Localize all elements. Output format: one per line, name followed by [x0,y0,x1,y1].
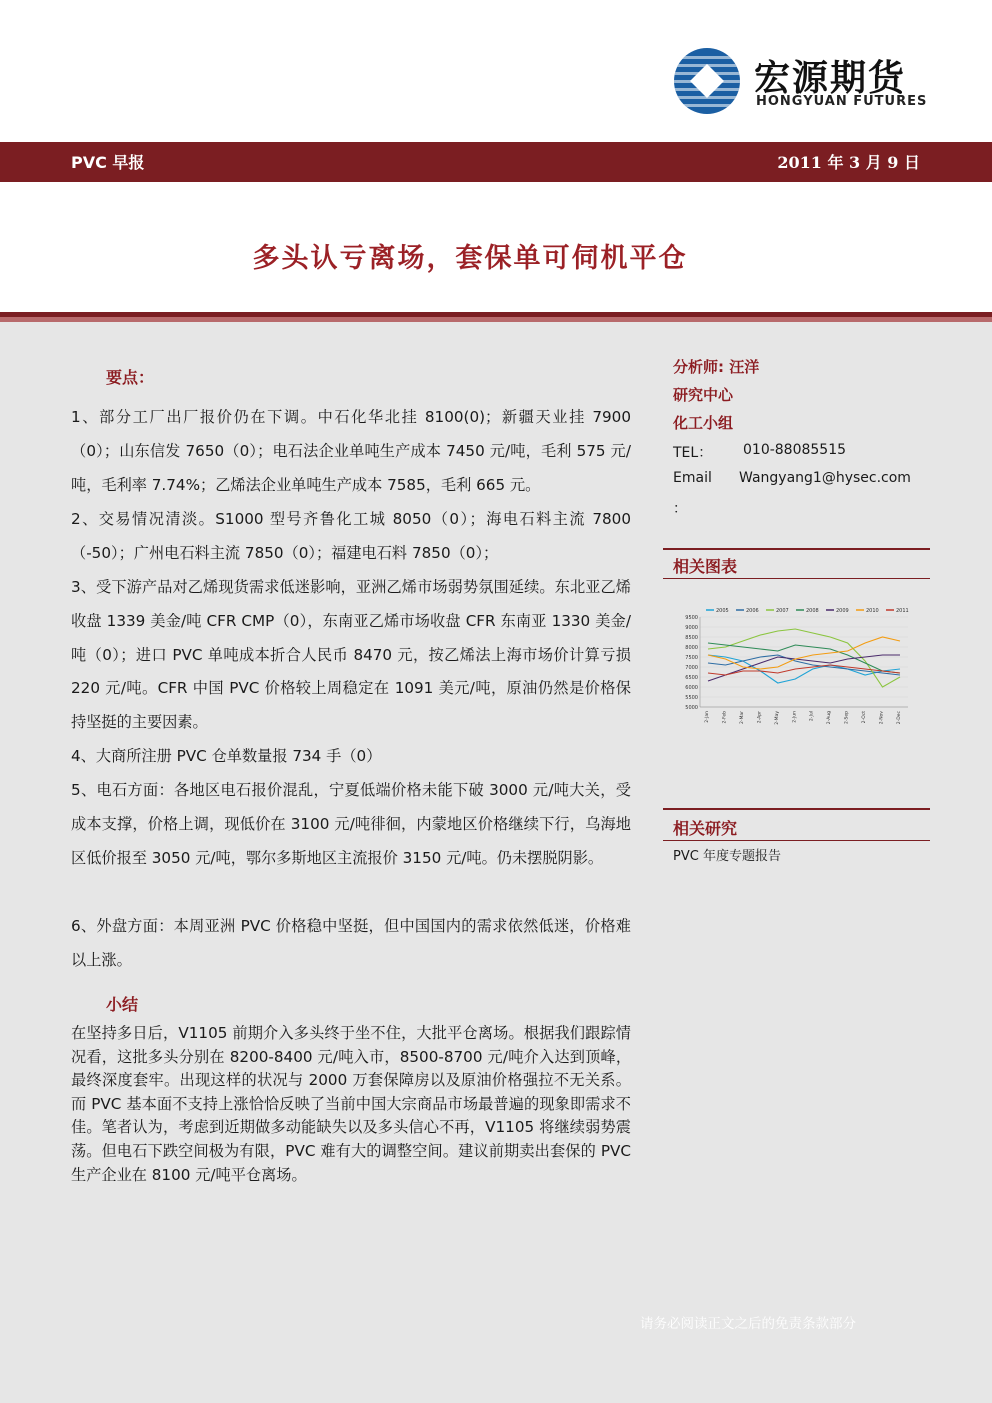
legend-label: 2009 [836,608,849,614]
series-line [708,655,900,683]
series-line [708,629,900,687]
key-point-2: 2、交易情况清淡。S1000 型号齐鲁化工城 8050（0）；海电石料主流 7800（-50）；广州电石料主流 7850（0）；福建电石料 7850（0）； [71,510,631,562]
related-research-item[interactable]: PVC 年度专题报告 [673,849,781,864]
header [0,0,992,142]
page-title: 多头认亏离场，套保单可伺机平仓 [252,243,688,274]
company-logo [674,48,928,118]
y-tick-label: 8500 [685,634,698,641]
chart-section-rule [663,548,930,550]
x-tick-label: 2-Jul [809,711,815,722]
y-tick-label: 8000 [685,644,698,651]
legend-label: 2008 [806,608,819,614]
legend-label: 2011 [896,608,909,614]
x-tick-label: 2-Dec [897,711,902,725]
report-name: PVC 早报 [71,153,145,172]
chemical-group: 化工小组 [673,414,734,432]
x-tick-label: 2-May [774,711,780,725]
x-tick-label: 2-Sep [844,711,850,724]
x-tick-label: 2-Feb [722,711,728,724]
summary-text: 在坚持多日后，V1105 前期介入多头终于坐不住，大批平仓离场。根据我们跟踪情况看，这批多头分别在 8200-8400 元/吨入市，8500-8700 元/吨介入达到顶峰，最终深度套牢。出现这样的状况与 2000 万套保障房以及原油价格强拉不无关系。而 PVC 基本面不支持上涨恰恰反映了当前中国大宗商品市场最普遍的现象即需求不佳。笔者认为，考虑到近期做多动能缺失以及多头信心不再，V1105 将继续弱势震荡。但电石下跌空间极为有限，PVC 难有大的调整空间。建议前期卖出套保的 PVC 生产企业在 8100 元/吨平仓离场。 [71,1024,631,1184]
key-point-3: 3、受下游产品对乙烯现货需求低迷影响，亚洲乙烯市场弱势氛围延续。东北亚乙烯收盘 1339 美金/吨 CFR CMP（0），东南亚乙烯市场收盘 CFR 东南亚 1330 美金/吨（0）；进口 PVC 单吨成本折合人民币 8470 元，按乙烯法上海市场价计算亏损 220 元/吨。CFR 中国 PVC 价格较上周稳定在 1091 美元/吨，原油仍然是价格保持坚挺的主要因素。 [71,578,631,732]
logo-mark-icon [674,48,740,114]
x-tick-label: 2-Oct [862,711,868,724]
disclaimer-note: 请务必阅读正文之后的免责条款部分 [640,1316,856,1332]
email-value[interactable]: Wangyang1@hysec.com [739,470,911,486]
legend-label: 2010 [866,608,879,614]
key-points-heading: 要点： [106,368,155,387]
research-section-rule [663,808,930,810]
x-tick-label: 2-Apr [757,711,763,724]
report-date: 2011 年 3 月 9 日 [777,153,920,172]
email-label: Email [673,470,712,486]
tel-row [673,442,847,462]
x-tick-label: 2-Aug [827,711,833,725]
key-point-1: 1、部分工厂出厂报价仍在下调。中石化华北挂 8100(0)；新疆天业挂 7900（0）；山东信发 7650（0）；电石法企业单吨生产成本 7450 元/吨，毛利 575 元/吨，毛利率 7.74%；乙烯法企业单吨生产成本 7585，毛利 665 元。 [71,408,631,494]
research-heading: 相关研究 [673,819,738,838]
key-point-4: 4、大商所注册 PVC 仓单数量报 734 手（0） [71,747,382,765]
logo-chinese-name: 宏源期货 [754,58,907,99]
y-tick-label: 5000 [685,704,698,711]
y-tick-label: 5500 [685,694,698,701]
key-point-5: 5、电石方面：各地区电石报价混乱，宁夏低端价格未能下破 3000 元/吨大关，受成本支撑，价格上调，现低价在 3100 元/吨徘徊，内蒙地区价格继续下行，乌海地区低价报至 3050 元/吨，鄂尔多斯地区主流报价 3150 元/吨。仍未摆脱阴影。 [71,781,631,867]
line-chart [676,603,912,739]
chart-heading-underline [663,578,930,579]
y-tick-label: 9500 [685,614,698,621]
y-tick-label: 9000 [685,624,698,631]
summary-heading: 小结 [106,995,139,1014]
email-colon: ： [673,501,687,517]
email-row [673,470,911,486]
x-tick-label: 2-Nov [879,711,885,725]
y-tick-label: 6000 [685,684,698,691]
logo-english-name: HONGYUAN FUTURES [756,94,928,109]
tel-value: 010-88085515 [743,442,847,458]
key-point-6: 6、外盘方面：本周亚洲 PVC 价格稳中坚挺，但中国国内的需求依然低迷，价格难以上涨。 [71,917,631,969]
y-tick-label: 7000 [685,664,698,671]
x-tick-label: 2-Jan [705,711,710,723]
legend-label: 2005 [716,608,729,614]
analyst-name: 分析师: 汪洋 [673,358,760,376]
legend-label: 2007 [776,608,789,614]
y-tick-label: 6500 [685,674,698,681]
y-tick-label: 7500 [685,654,698,661]
legend-label: 2006 [746,608,759,614]
research-center: 研究中心 [673,386,734,404]
related-chart [676,603,912,739]
research-heading-underline [663,840,930,841]
series-line [708,637,900,669]
x-tick-label: 2-Mar [739,711,745,724]
tel-label: TEL： [673,445,713,461]
chart-heading: 相关图表 [673,557,738,576]
x-tick-label: 2-Jun [792,711,798,723]
